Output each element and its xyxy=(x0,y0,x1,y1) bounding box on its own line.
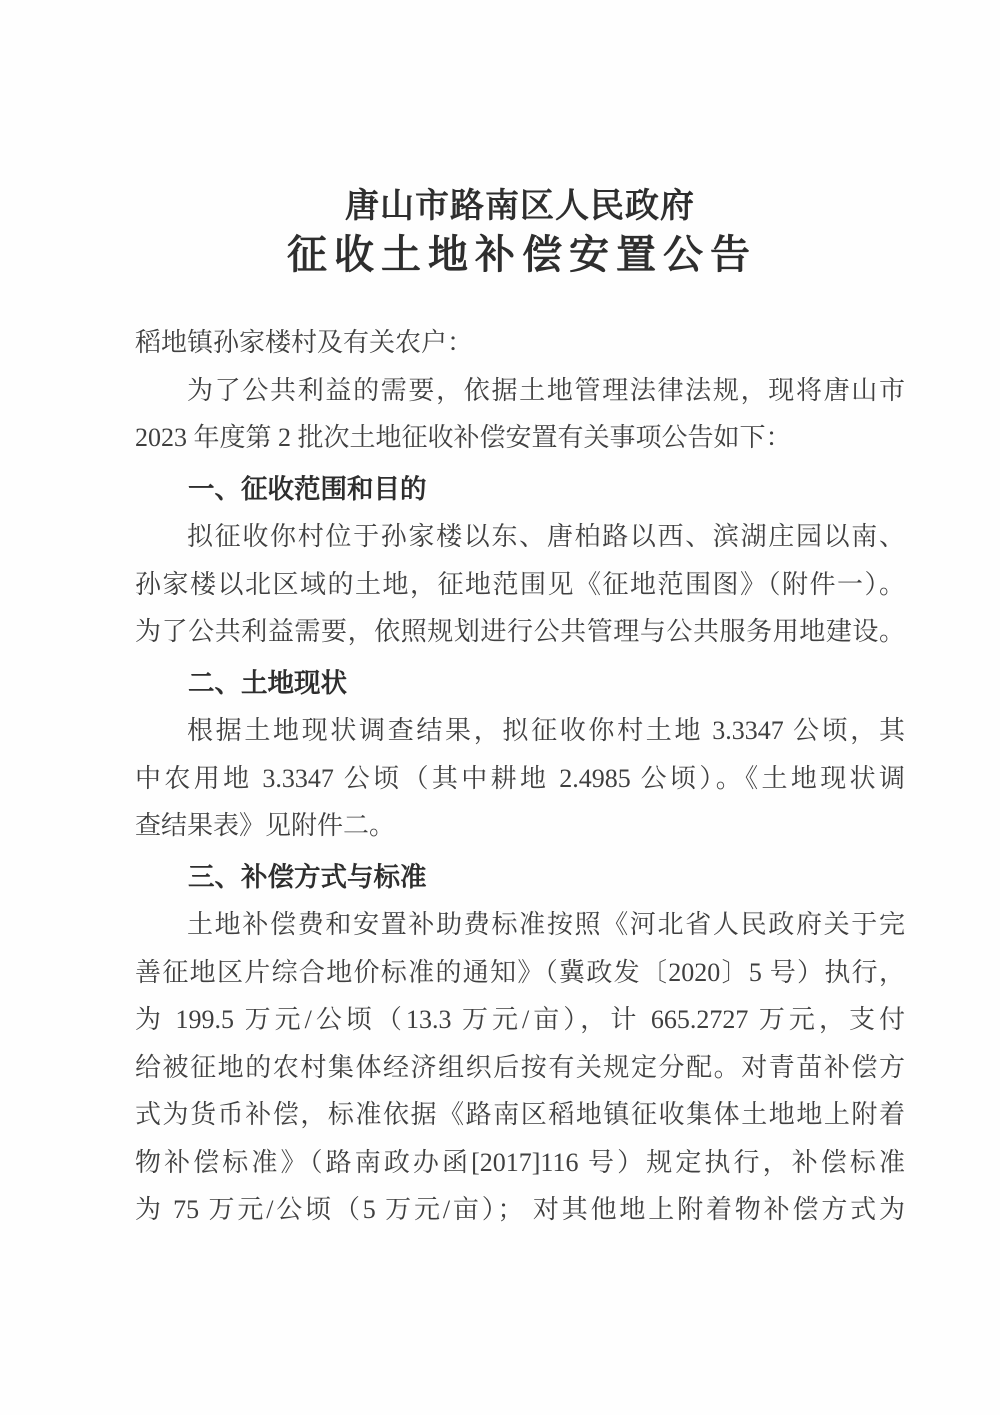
doc-line: 善征地区片综合地价标准的通知》（冀政发〔2020〕5 号）执行， xyxy=(135,957,905,987)
doc-line: 为了公共利益需要，依照规划进行公共管理与公共服务用地建设。 xyxy=(135,617,905,646)
doc-line: 给被征地的农村集体经济组织后按有关规定分配。对青苗补偿方 xyxy=(135,1052,905,1082)
doc-line: 为 199.5 万元/公顷（13.3 万元/亩），计 665.2727 万元，支付 xyxy=(135,1005,905,1034)
salutation-line: 稻地镇孙家楼村及有关农户： xyxy=(135,328,474,357)
announcement-document xyxy=(135,0,905,1234)
section-heading-1: 一、征收范围和目的 xyxy=(188,473,427,504)
doc-title-line-1: 唐山市路南区人民政府 xyxy=(345,187,695,225)
doc-line: 为 75 万元/公顷（5 万元/亩）； 对其他地上附着物补偿方式为 xyxy=(135,1195,905,1224)
doc-line: 为了公共利益的需要，依据土地管理法律法规，现将唐山市 xyxy=(187,375,905,405)
doc-line: 拟征收你村位于孙家楼以东、唐柏路以西、滨湖庄园以南、 xyxy=(187,522,905,551)
doc-line: 土地补偿费和安置补助费标准按照《河北省人民政府关于完 xyxy=(187,910,905,939)
section-heading-3: 三、补偿方式与标准 xyxy=(188,861,427,892)
document-body xyxy=(135,319,905,1234)
doc-line: 物补偿标准》（路南政办函[2017]116 号）规定执行，补偿标准 xyxy=(135,1147,905,1177)
doc-line: 查结果表》见附件二。 xyxy=(135,811,396,840)
doc-line: 式为货币补偿，标准依据《路南区稻地镇征收集体土地地上附着 xyxy=(135,1100,905,1129)
doc-line: 2023 年度第 2 批次土地征收补偿安置有关事项公告如下： xyxy=(135,423,792,452)
doc-line: 孙家楼以北区域的土地，征地范围见《征地范围图》（附件一）。 xyxy=(135,569,905,599)
doc-title-line-2: 征收土地补偿安置公告 xyxy=(287,233,757,277)
section-heading-2: 二、土地现状 xyxy=(188,667,347,698)
doc-line: 中农用地 3.3347 公顷（其中耕地 2.4985 公顷）。《土地现状调 xyxy=(135,763,905,793)
doc-line: 根据土地现状调查结果，拟征收你村土地 3.3347 公顷，其 xyxy=(187,716,905,745)
